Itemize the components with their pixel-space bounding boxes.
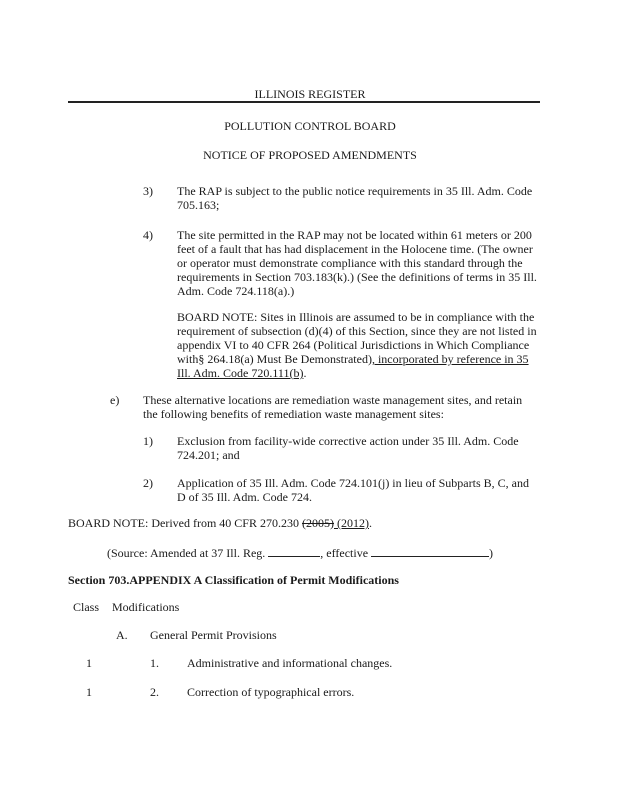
board-title: POLLUTION CONTROL BOARD <box>224 119 396 133</box>
row-number: 2. <box>150 685 159 699</box>
row-text: Administrative and informational changes. <box>187 656 393 670</box>
board-note-text: BOARD NOTE: Sites in Illinois are assumed to be in compliance with the requirement of subsection (d)(4) of this Section, since they are not listed in appendix VI to 40 CFR 264 (Political Jurisdictions in Which Compliance with§ 264.18(a) Must Be Demonstrated) <box>177 310 537 366</box>
item-e-number: e) <box>110 393 120 407</box>
board-note-deleted-year: (2005) <box>302 516 334 530</box>
board-note-period: . <box>369 516 372 530</box>
source-end: ) <box>489 546 494 560</box>
item-e1-number: 1) <box>143 434 153 448</box>
register-page-blank <box>268 546 320 557</box>
item-e-text: These alternative locations are remediation waste management sites, and retain the following benefits of remediation waste management sites: <box>143 393 523 421</box>
row-text: Correction of typographical errors. <box>187 685 355 699</box>
board-note-period: . <box>303 366 307 380</box>
board-note-insertion: , incorporated by reference in 35 Ill. Adm. Code 720.111(b) <box>177 352 529 380</box>
header-rule <box>68 101 540 103</box>
board-note-paragraph <box>177 310 537 380</box>
item-e1-text: Exclusion from facility-wide corrective action under 35 Ill. Adm. Code 724.201; and <box>177 434 519 462</box>
section-heading: Section 703.APPENDIX A Classification of Permit Modifications <box>68 573 399 587</box>
item-e2-text: Application of 35 Ill. Adm. Code 724.101(j) in lieu of Subparts B, C, and D of 35 Ill. Adm. Code 724. <box>177 476 529 504</box>
item-4-text: The site permitted in the RAP may not be located within 61 meters or 200 feet of a fault that has had displacement in the Holocene time. (The owner or operator must demonstrate compliance with this standard through the requirements in Section 703.183(k).) (See the definitions of terms in 35 Ill. Adm. Code 724.118(a).) <box>177 228 537 298</box>
item-3-text: The RAP is subject to the public notice requirements in 35 Ill. Adm. Code 705.163; <box>177 184 533 212</box>
modifications-column-header: Modifications <box>112 600 180 614</box>
source-prefix: (Source: Amended at 37 Ill. Reg. <box>107 546 266 560</box>
board-note <box>68 516 372 530</box>
effective-date-blank <box>371 546 489 557</box>
item-e2-number: 2) <box>143 476 153 490</box>
group-title: General Permit Provisions <box>150 628 277 642</box>
register-title: ILLINOIS REGISTER <box>254 87 366 101</box>
class-column-header: Class <box>73 600 100 614</box>
row-class: 1 <box>86 656 92 670</box>
group-letter: A. <box>116 628 128 642</box>
row-number: 1. <box>150 656 159 670</box>
board-note-added-year: (2012) <box>334 516 369 530</box>
source-middle: , effective <box>320 546 369 560</box>
board-note-prefix: BOARD NOTE: Derived from 40 CFR 270.230 <box>68 516 302 530</box>
notice-title: NOTICE OF PROPOSED AMENDMENTS <box>203 148 417 162</box>
item-4-number: 4) <box>143 228 153 242</box>
source-line <box>107 546 493 560</box>
row-class: 1 <box>86 685 92 699</box>
item-3-number: 3) <box>143 184 153 198</box>
